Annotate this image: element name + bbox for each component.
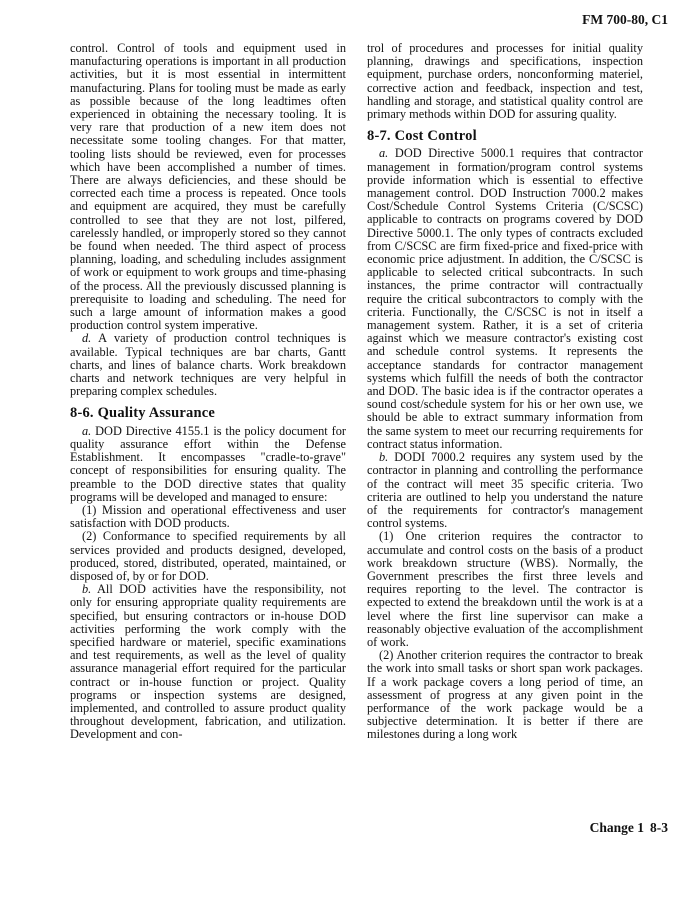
paragraph-marker: b. <box>82 582 92 597</box>
paragraph-text: All DOD activities have the responsibility, not only for ensuring appropriate quality requirements are specified, but ensuring contractors or in-house DOD activities performing the work comply with the specified hardware or materiel, specific examinations and test requirements, as well as the level of quality assurance managerial effort required for the particular contract or in-house function or project. Quality programs or inspection systems are designed, implemented, and controlled to assure product quality throughout development, fabrication, and utilization. Development and con- <box>70 582 346 742</box>
paragraph-b-dod-activities <box>70 583 346 741</box>
section-heading-cost-control: 8-7. Cost Control <box>367 128 477 145</box>
page-header-manual-id: FM 700-80, C1 <box>582 12 668 27</box>
section-heading-quality-assurance: 8-6. Quality Assurance <box>70 405 215 422</box>
paragraph-text: DODI 7000.2 requires any system used by the contractor in planning and controlling the performance of the contract will meet 35 specific criteria. Two criteria are outlined to help you understand the nature of the requirements for contractor's management control systems. <box>367 450 643 531</box>
list-item-work-packages-criterion: (2) Another criterion requires the contractor to break the work into small tasks or short span work packages. If a work package covers a long period of time, an assessment of progress at any given point in the performance of the work package would be a subjective determination. It is better if there are milestones during a long work <box>367 648 643 742</box>
paragraph-marker: b. <box>379 450 389 465</box>
paragraph-marker: d. <box>82 331 92 346</box>
page-number: 8-3 <box>650 820 668 835</box>
paragraph-text: DOD Directive 4155.1 is the policy document for quality assurance effort within the Defense Establishment. It encompasses "cradle-to-grave" concept of responsibilities for ensuring quality. The preamble to the DOD directive states that quality programs will be developed and managed to ensure: <box>70 423 346 504</box>
paragraph-a-dod-directive-5000 <box>367 147 643 451</box>
paragraph-text: A variety of production control techniques is available. Typical techniques are bar charts, Gantt charts, and lines of balance charts. Work breakdown charts and network techniques are very helpful in preparing complex schedules. <box>70 331 346 399</box>
paragraph-text: DOD Directive 5000.1 requires that contractor management in formation/program control systems provide information which is essential to effective management control. DOD Instruction 7000.2 makes Cost/Schedule Control Systems Criteria (C/SCSC) applicable to contracts on programs covered by DOD Directive 5000.1. The only types of contracts excluded from C/SCSC are firm fixed-price and fixed-price with economic price adjustment. In addition, the C/SCSC is applicable to selected critical subcontracts. In such instances, the prime contractor will contractually require the critical subcontractors to comply with the criteria. Functionally, the C/SCSC is not in itself a management system. Rather, it is a set of criteria against which we measure contractor's existing cost and schedule control systems. It represents the acceptance standards for contractor management systems which fulfill the needs of both the contractor and DOD. The basic idea is if the contractor operates a sound cost/schedule system for his or her own use, we should be able to extract summary information from the same system to meet our recurring requirements for contract status information. <box>367 146 643 451</box>
page-footer <box>590 820 668 836</box>
paragraph-quality-continuation: trol of procedures and processes for initial quality planning, drawings and specifications, inspection equipment, purchase orders, nonconforming materiel, corrective action and feedback, inspection and test, handling and storage, and statistical quality control are primary methods within DOD for assuring quality. <box>367 41 643 122</box>
paragraph-b-dodi-7000 <box>367 451 643 530</box>
paragraph-a-dod-directive-4155 <box>70 425 346 504</box>
left-column <box>70 42 346 742</box>
list-item-mission-effectiveness: (1) Mission and operational effectiveness and user satisfaction with DOD products. <box>70 502 346 531</box>
paragraph-tooling-continuation: control. Control of tools and equipment used in manufacturing operations is important in all production activities, but it is most essential in intermittent manufacturing. Plans for tooling must be made as early as possible because of the long leadtimes often experienced in obtaining the necessary tooling. It is very rare that production of a new item does not necessitate some tooling changes. For that matter, tooling lists should be reviewed, even for processes which have been accomplished a number of times. There are always deficiencies, and these should be corrected each time a process is repeated. Once tools and equipment are acquired, they must be carefully controlled to see that they are not lost, pilfered, carelessly handled, or improperly stored so they cannot be found when needed. The third aspect of process planning, loading, and scheduling includes assignment of work or equipment to work groups and time-phasing of the process. All the previously discussed planning is prerequisite to loading and scheduling. The need for such a large amount of information makes a good production control system imperative. <box>70 41 346 333</box>
paragraph-marker: a. <box>82 423 92 438</box>
paragraph-d-production-techniques <box>70 332 346 398</box>
list-item-wbs-criterion: (1) One criterion requires the contractor to accumulate and control costs on the basis of a product work breakdown structure (WBS). Normally, the Government prescribes the first three levels and requires reporting to the level. The contractor is expected to extend the breakdown until the work is at a level where the first line supervisor can make a reasonably objective evaluation of the accomplishment of work. <box>367 529 643 649</box>
list-item-conformance: (2) Conformance to specified requirements by all services provided and products designed, developed, produced, stored, distributed, operated, maintained, or disposed of, by or for DOD. <box>70 529 346 583</box>
right-column <box>367 42 643 742</box>
paragraph-marker: a. <box>379 146 389 161</box>
change-label: Change 1 <box>589 820 644 835</box>
